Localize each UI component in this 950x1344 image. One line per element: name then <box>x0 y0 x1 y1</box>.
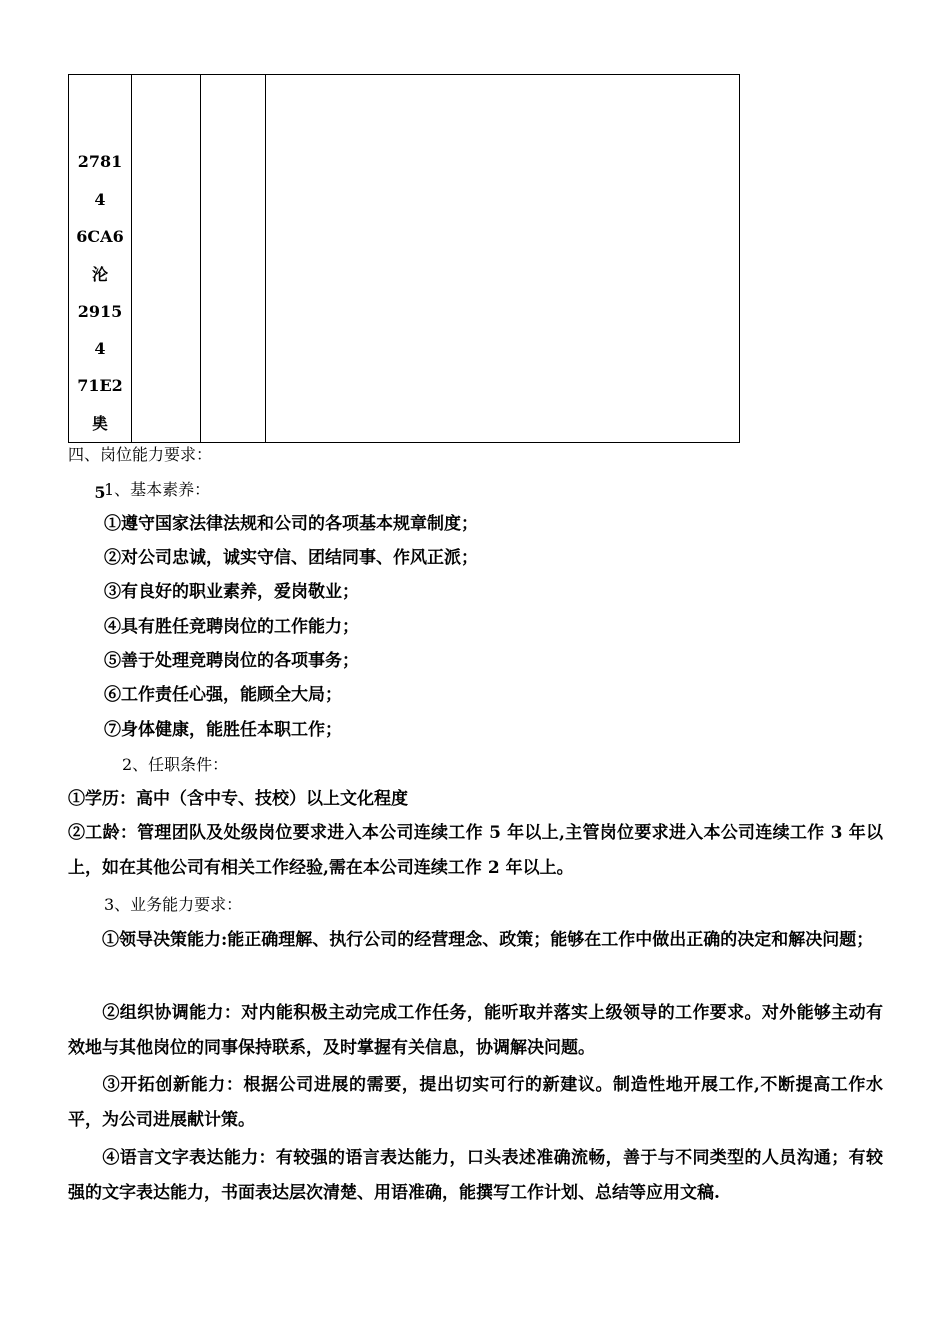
list-item: ⑥工作责任心强，能顾全大局； <box>104 685 342 705</box>
table-row <box>69 75 740 443</box>
subsection-heading-business: 3、业务能力要求： <box>104 895 243 914</box>
list-item: ⑤善于处理竞聘岗位的各项事务； <box>104 651 359 671</box>
cell-line: 4 <box>94 190 106 209</box>
list-item: ⑦身体健康，能胜任本职工作； <box>104 720 342 740</box>
business-item <box>68 1141 883 1210</box>
list-item: ②对公司忠诚，诚实守信、团结同事、作风正派； <box>104 548 478 568</box>
list-item: ④具有胜任竞聘岗位的工作能力； <box>104 617 359 637</box>
cell-line: 2915 <box>77 302 123 321</box>
table-cell-col4 <box>266 75 740 443</box>
list-item: ①遵守国家法律法规和公司的各项基本规章制度； <box>104 514 478 534</box>
business-item-text: ③开拓创新能力：根据公司进展的需要，提出切实可行的新建议。制造性地开展工作,不断提高工作水平，为公司进展献计策。 <box>68 1075 883 1130</box>
section-heading: 四、岗位能力要求： <box>68 445 213 464</box>
business-item <box>68 1068 883 1137</box>
table-cell-col2 <box>132 75 201 443</box>
business-item <box>68 996 883 1065</box>
cell-line: 6CA6 <box>76 227 124 246</box>
business-item <box>68 923 883 958</box>
condition-seniority-text: ②工龄：管理团队及处级岗位要求进入本公司连续工作 5 年以上,主管岗位要求进入本公司连续工作 3 年以上，如在其他公司有相关工作经验,需在本公司连续工作 2 年以上。 <box>68 823 883 878</box>
cell-line: 71E2 <box>77 376 123 395</box>
condition-seniority <box>68 816 883 885</box>
subsection-heading-basic: 1、基本素养： <box>104 480 211 499</box>
cell-line: 2781 <box>77 152 123 171</box>
cell-line: 奊 <box>91 414 108 433</box>
table-cell-col1 <box>69 75 132 502</box>
list-item: ③有良好的职业素养，爱岗敬业； <box>104 582 359 602</box>
subsection-heading-conditions: 2、任职条件： <box>122 755 229 774</box>
business-item-text: ①领导决策能力:能正确理解、执行公司的经营理念、政策；能够在工作中做出正确的决定和解决问题； <box>102 930 874 950</box>
condition-education: ①学历：高中（含中专、技校）以上文化程度 <box>68 789 408 809</box>
cell-line: 沦 <box>91 265 108 284</box>
cell-line: 4 <box>94 339 106 358</box>
business-item-text: ②组织协调能力：对内能积极主动完成工作任务，能听取并落实上级领导的工作要求。对外能够主动有效地与其他岗位的同事保持联系，及时掌握有关信息，协调解决问题。 <box>68 1003 883 1058</box>
business-item-text: ④语言文字表达能力：有较强的语言表达能力，口头表述准确流畅，善于与不同类型的人员沟通；有较强的文字表达能力，书面表达层次清楚、用语准确，能撰写工作计划、总结等应用文稿. <box>68 1148 883 1203</box>
cell-line: 5 <box>94 483 106 502</box>
table-cell-col3 <box>201 75 266 443</box>
